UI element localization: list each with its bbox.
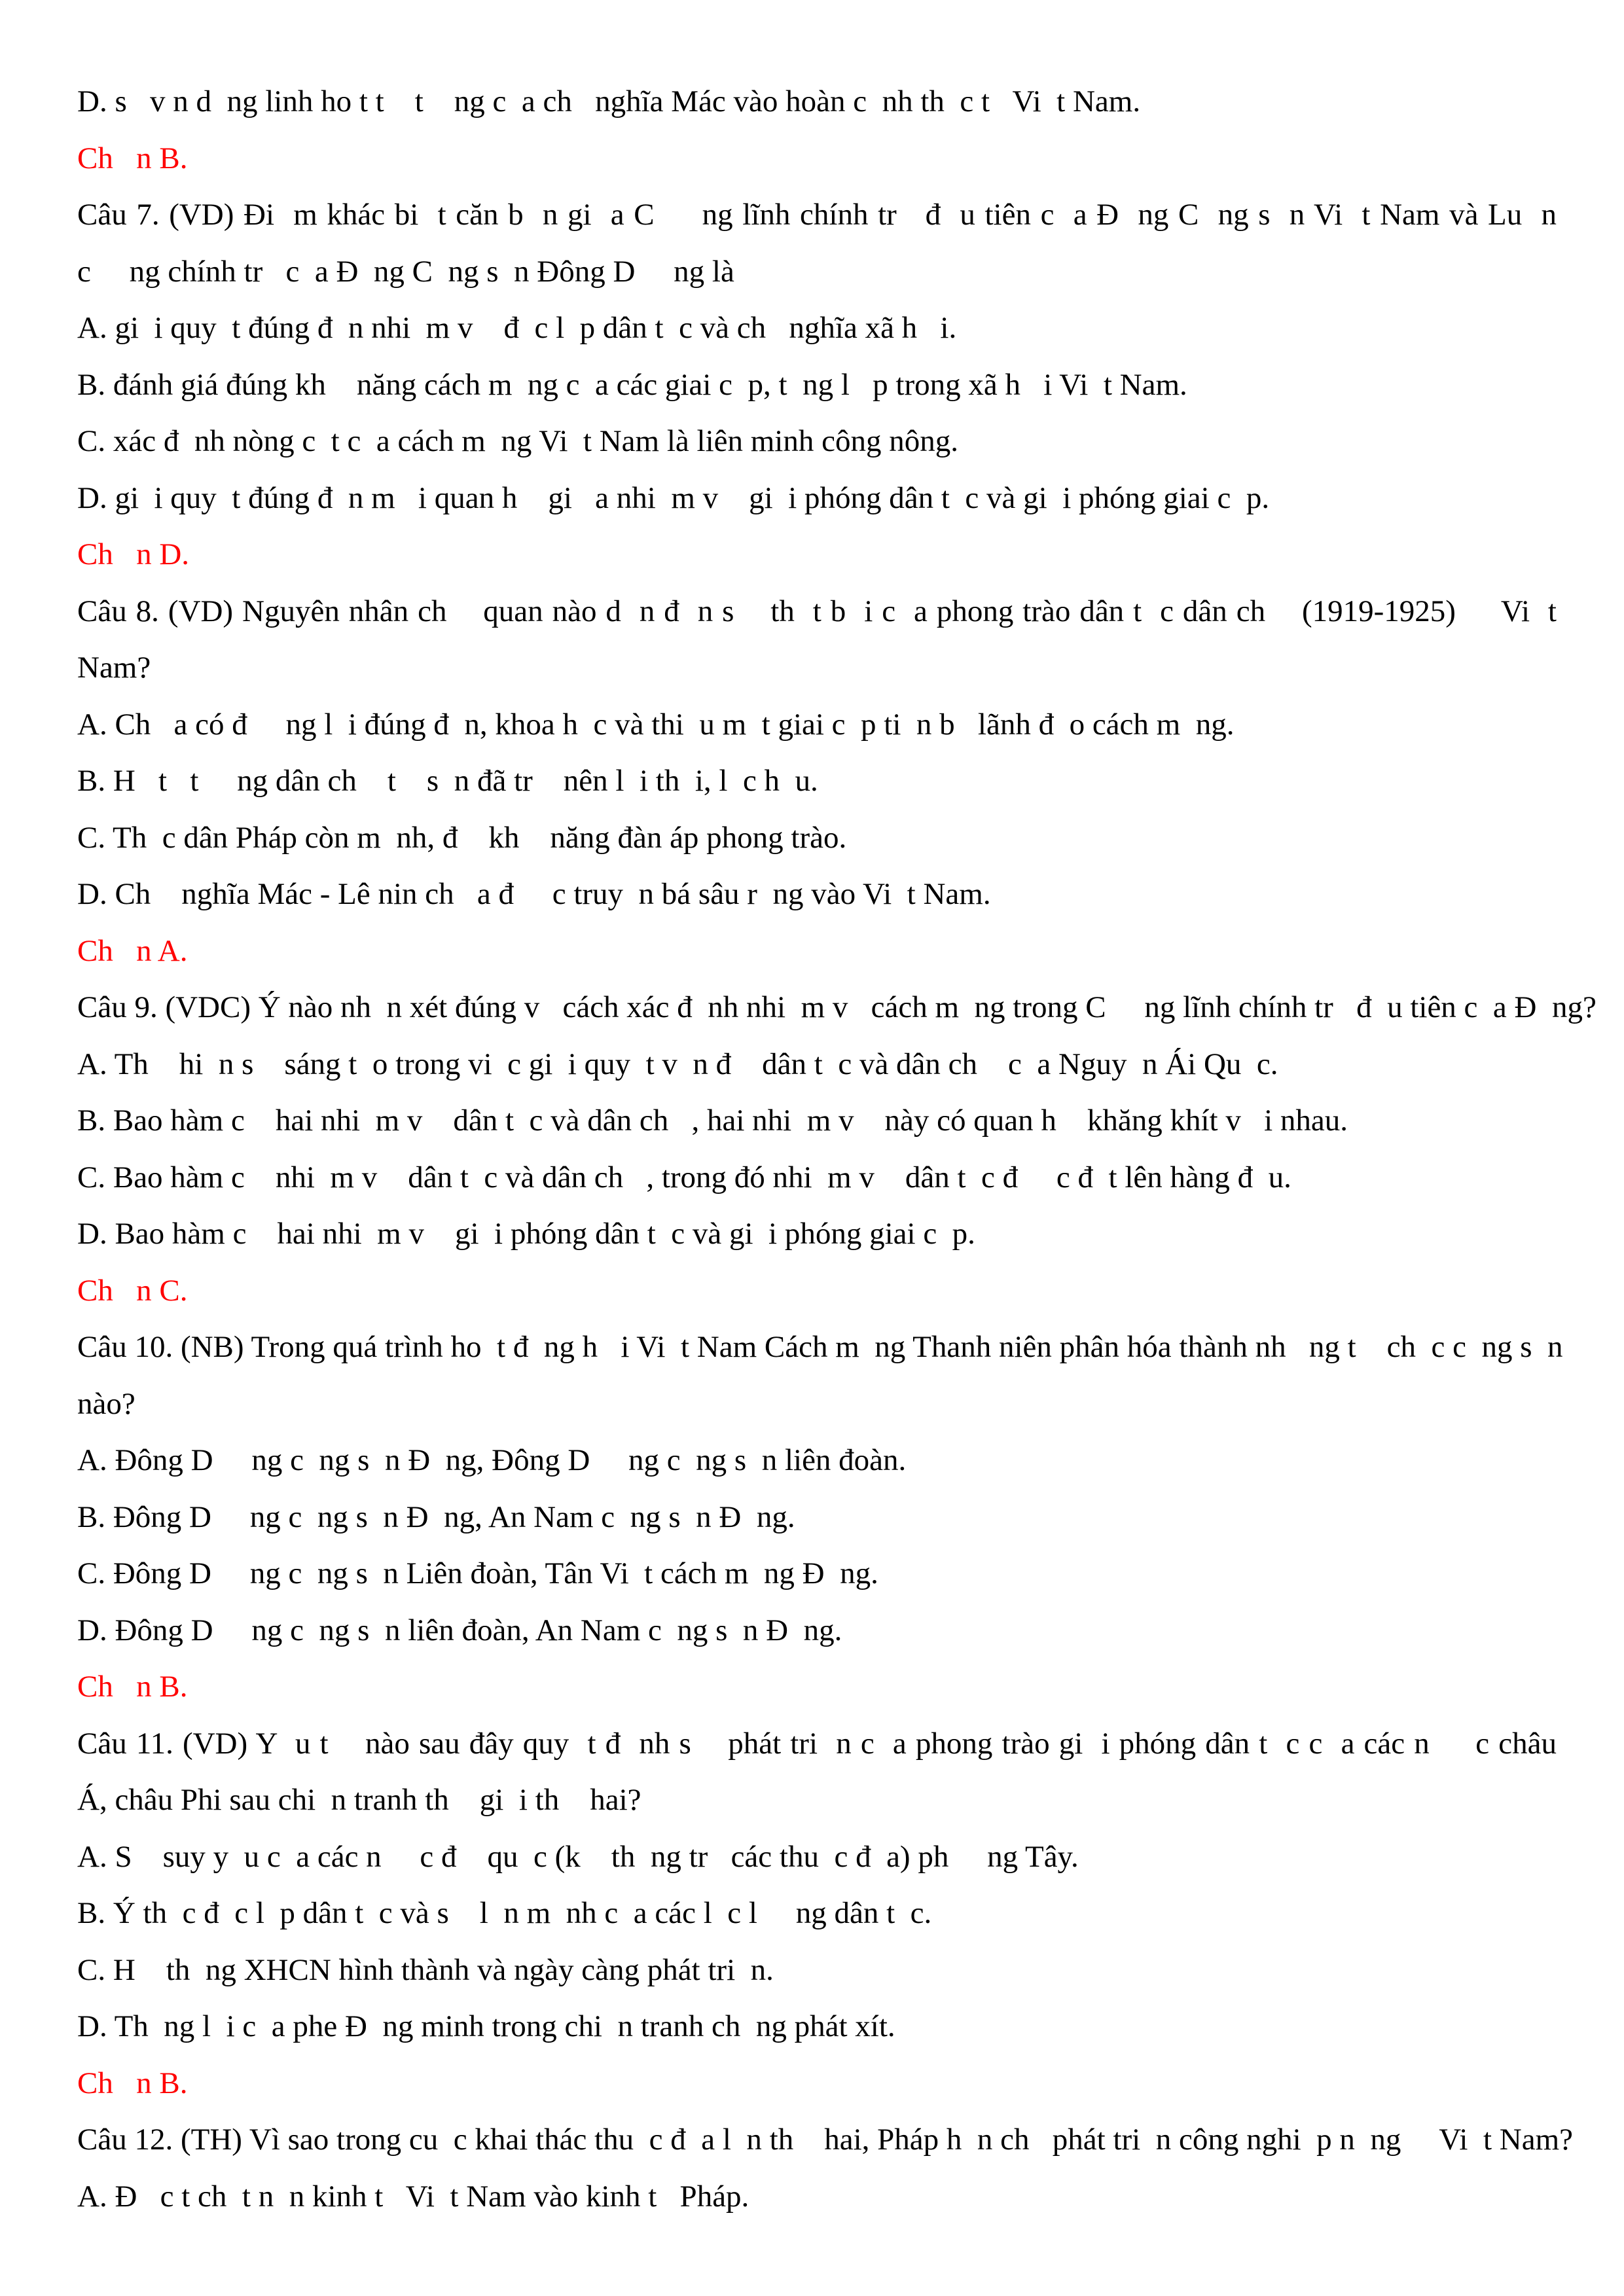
text-line: C. Bao hàm c nhi m v dân t c và dân ch , trong đó nhi m v dân t c đ c đ t lên hàng đ u. [77,1160,1291,1194]
text-line: Câu 8. (VD) Nguyên nhân ch quan nào d n đ n s th t b i c a phong trào dân t c dân ch (1919-1925) Vi t [77,594,1557,628]
answer-line: Ch n A. [77,933,188,968]
text-line: D. gi i quy t đúng đ n m i quan h gi a nhi m v gi i phóng dân t c và gi i phóng giai c p. [77,480,1270,515]
text-line: C. Đông D ng c ng s n Liên đoàn, Tân Vi t cách m ng Đ ng. [77,1556,878,1590]
text-line: D. Bao hàm c hai nhi m v gi i phóng dân t c và gi i phóng giai c p. [77,1217,975,1251]
text-line: nào? [77,1386,135,1421]
text-line: D. Th ng l i c a phe Đ ng minh trong chi n tranh ch ng phát xít. [77,2009,895,2043]
text-line: Câu 10. (NB) Trong quá trình ho t đ ng h i Vi t Nam Cách m ng Thanh niên phân hóa thành nh ng t ch c c ng s n [77,1330,1563,1364]
text-line: Á, châu Phi sau chi n tranh th gi i th hai? [77,1783,641,1817]
text-line: A. gi i quy t đúng đ n nhi m v đ c l p dân t c và ch nghĩa xã h i. [77,311,957,345]
text-line: Nam? [77,651,151,685]
text-line: B. Ý th c đ c l p dân t c và s l n m nh c a các l c l ng dân t c. [77,1896,932,1930]
text-line: B. H t t ng dân ch t s n đã tr nên l i th i, l c h u. [77,764,818,798]
text-line: A. Th hi n s sáng t o trong vi c gi i quy t v n đ dân t c và dân ch c a Nguy n Ái Qu c. [77,1047,1278,1081]
text-line: B. đánh giá đúng kh năng cách m ng c a các giai c p, t ng l p trong xã h i Vi t Nam. [77,367,1187,402]
text-line: Câu 11. (VD) Y u t nào sau đây quy t đ nh s phát tri n c a phong trào gi i phóng dân t c c a các n c châu [77,1726,1557,1761]
answer-line: Ch n C. [77,1273,188,1308]
text-line: C. xác đ nh nòng c t c a cách m ng Vi t Nam là liên minh công nông. [77,424,958,458]
text-line: D. Đông D ng c ng s n liên đoàn, An Nam c ng s n Đ ng. [77,1613,842,1647]
text-line: Câu 12. (TH) Vì sao trong cu c khai thác thu c đ a l n th hai, Pháp h n ch phát tri n công nghi p n ng Vi t Nam? [77,2123,1573,2157]
text-line: C. H th ng XHCN hình thành và ngày càng phát tri n. [77,1952,774,1987]
text-line: C. Th c dân Pháp còn m nh, đ kh năng đàn áp phong trào. [77,820,847,855]
text-line: c ng chính tr c a Đ ng C ng s n Đông D ng là [77,254,734,289]
text-line: B. Bao hàm c hai nhi m v dân t c và dân ch , hai nhi m v này có quan h khăng khít v i nhau. [77,1103,1348,1138]
document-page [77,73,1597,2225]
text-line: A. Đông D ng c ng s n Đ ng, Đông D ng c ng s n liên đoàn. [77,1443,907,1477]
answer-line: Ch n B. [77,1670,188,1704]
text-line: Câu 7. (VD) Đi m khác bi t căn b n gi a C ng lĩnh chính tr đ u tiên c a Đ ng C ng s n Vi t Nam và Lu n [77,198,1557,232]
text-line: A. S suy y u c a các n c đ qu c (k th ng tr các thu c đ a) ph ng Tây. [77,1839,1079,1874]
answer-line: Ch n B. [77,2066,188,2100]
text-line: D. s v n d ng linh ho t t t ng c a ch nghĩa Mác vào hoàn c nh th c t Vi t Nam. [77,84,1141,118]
answer-line: Ch n B. [77,141,188,175]
text-line: B. Đông D ng c ng s n Đ ng, An Nam c ng s n Đ ng. [77,1499,795,1534]
text-line: A. Ch a có đ ng l i đúng đ n, khoa h c và thi u m t giai c p ti n b lãnh đ o cách m ng. [77,707,1235,742]
text-line: Câu 9. (VDC) Ý nào nh n xét đúng v cách xác đ nh nhi m v cách m ng trong C ng lĩnh chính tr đ u tiên c a Đ ng? [77,990,1597,1024]
answer-line: Ch n D. [77,537,190,571]
text-line: D. Ch nghĩa Mác - Lê nin ch a đ c truy n bá sâu r ng vào Vi t Nam. [77,877,991,911]
text-line: A. Đ c t ch t n n kinh t Vi t Nam vào kinh t Pháp. [77,2179,749,2214]
